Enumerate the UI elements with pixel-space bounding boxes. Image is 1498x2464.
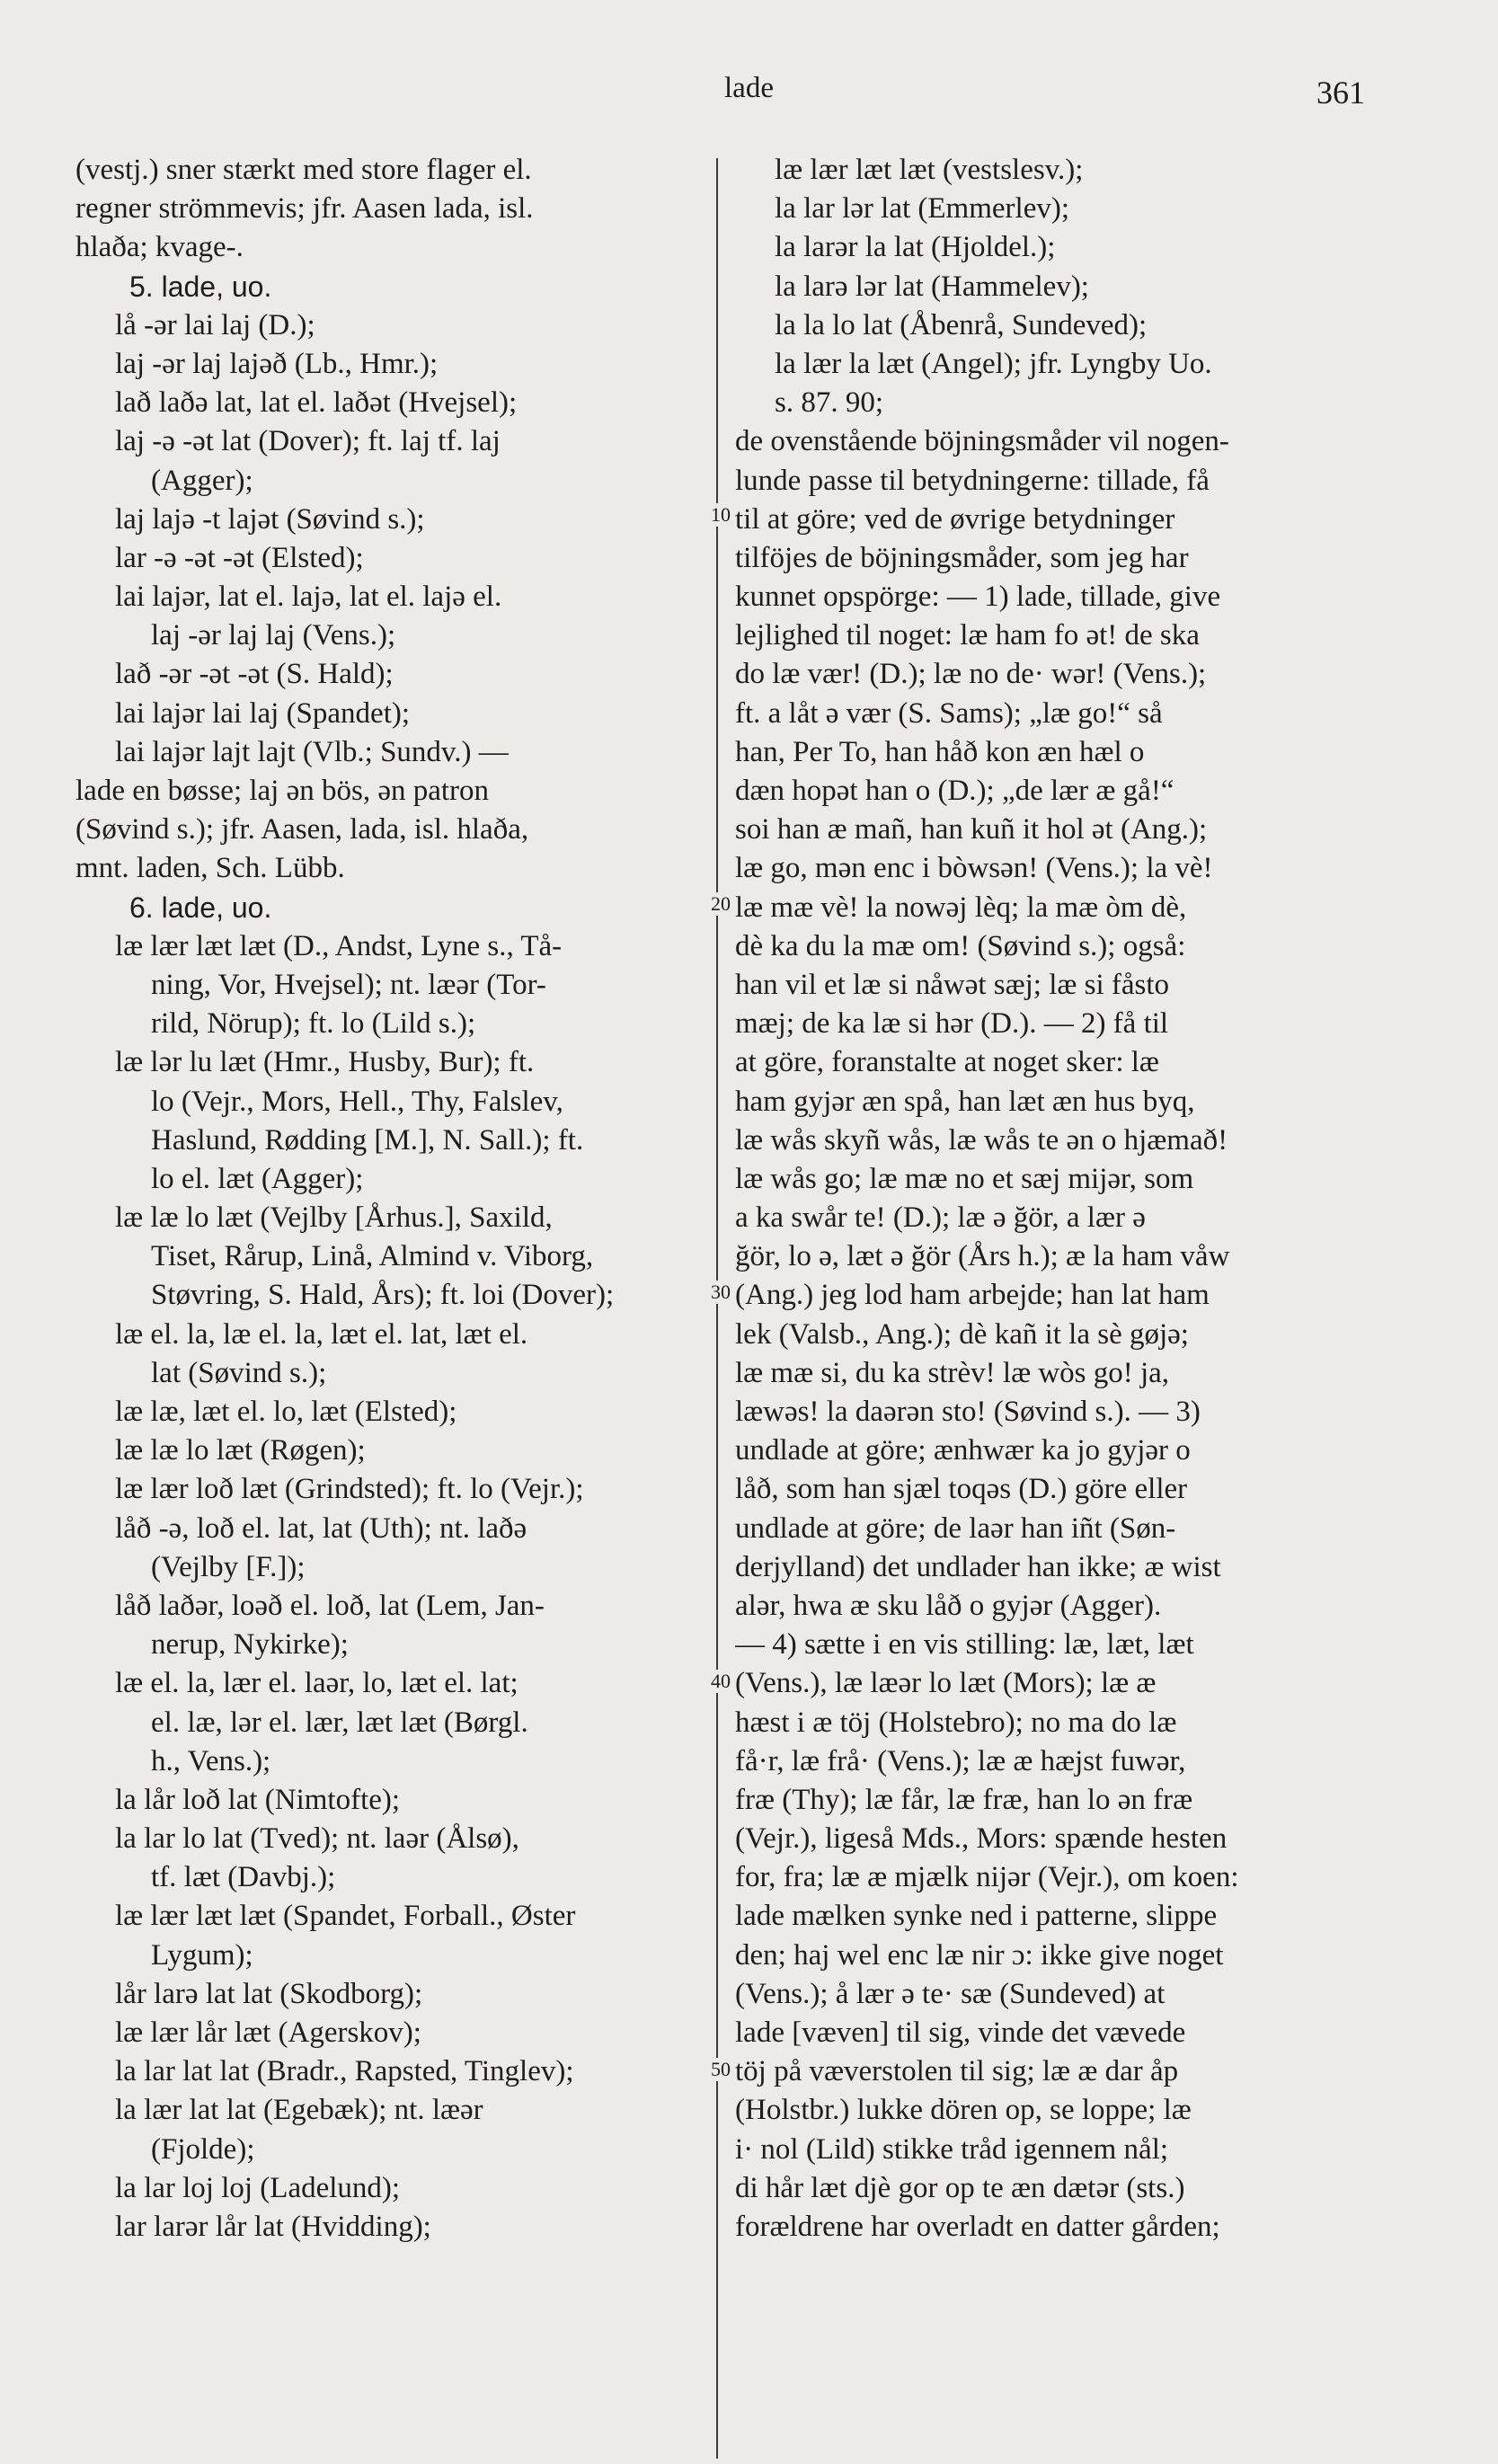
left-column-line: lað laðə lat, lat el. laðət (Hvejsel); [115,386,518,420]
left-column-line: lar -ə -ət -ət (Elsted); [115,541,364,574]
left-column-line: (Agger); [151,464,253,497]
left-column-line: lar larər lår lat (Hvidding); [115,2210,431,2243]
right-column-line: töj på væverstolen til sig; læ æ dar åp [735,2055,1179,2088]
left-column-line: mnt. laden, Sch. Lübb. [75,852,345,885]
right-column-line: alər, hwa æ sku låð o gyjər (Agger). [735,1589,1162,1622]
left-column-line: lat (Søvind s.); [151,1356,327,1389]
left-column-line: (Fjolde); [151,2132,255,2166]
right-column-line: læ wås go; læ mæ no et sæj mijər, som [735,1162,1194,1195]
right-column-line: ft. a låt ə vær (S. Sams); „læ go!“ så [735,696,1163,730]
left-column-line: lai lajər lajt lajt (Vlb.; Sundv.) — [115,735,509,768]
left-column-line: rild, Nörup); ft. lo (Lild s.); [151,1007,476,1041]
left-column-line: laj -ər laj lajəð (Lb., Hmr.); [115,347,439,380]
left-column-line: 5. lade, uo. [129,270,272,303]
right-column-line: låð, som han sjæl toqəs (D.) göre eller [735,1473,1188,1506]
right-column-line: han, Per To, han håð kon æn hæl o [735,735,1145,768]
right-column-line: læ go, mən enc i bòwsən! (Vens.); la vè! [735,852,1213,885]
left-column-line: lai lajər, lat el. lajə, lat el. lajə el. [115,581,502,614]
right-column-line: derjylland) det undlader han ikke; æ wist [735,1550,1221,1583]
right-column-line: til at göre; ved de øvrige betydninger [735,502,1175,536]
right-column-line: fræ (Thy); læ får, læ fræ, han lo ən fræ [735,1783,1193,1816]
right-column-line: la la lo lat (Åbenrå, Sundeved); [775,308,1148,341]
right-column-line: lejlighed til noget: læ ham fo ət! de ska [735,619,1200,652]
right-column-line: den; haj wel enc læ nir ɔ: ikke give noget [735,1938,1224,1972]
left-column-line: ning, Vor, Hvejsel); nt. læər (Tor- [151,968,546,1001]
right-column-line: hæst i æ töj (Holstebro); no ma do læ [735,1706,1177,1739]
left-column-line: låð laðər, loəð el. loð, lat (Lem, Jan- [115,1589,545,1622]
line-number: 40 [705,1670,737,1693]
right-column-line: for, fra; læ æ mjælk nijər (Vejr.), om koen: [735,1861,1239,1894]
left-column-line: læ el. la, lær el. laər, lo, læt el. lat; [115,1667,519,1700]
right-column-line: (Vens.), læ læər lo læt (Mors); læ æ [735,1667,1157,1700]
left-column-line: el. læ, lər el. lær, læt læt (Børgl. [151,1706,528,1739]
right-column-line: do læ vær! (D.); læ no de· wər! (Vens.); [735,658,1207,691]
right-column-line: (Holstbr.) lukke dören op, se loppe; læ [735,2094,1192,2127]
right-column-line: i· nol (Lild) stikke tråd igennem nål; [735,2132,1169,2166]
left-column-line: h., Vens.); [151,1744,271,1777]
left-column-line: lå -ər lai laj (D.); [115,308,315,341]
left-column-line: nerup, Nykirke); [151,1628,349,1662]
left-column-line: hlaða; kvage-. [75,231,244,264]
left-column-line: læ lær læt læt (D., Andst, Lyne s., Tå- [115,929,563,962]
left-column-line: 6. lade, uo. [129,891,272,924]
left-column-line: låð -ə, loð el. lat, lat (Uth); nt. laðə [115,1511,527,1545]
right-column-line: s. 87. 90; [775,386,884,420]
left-column-line: læ lər lu læt (Hmr., Husby, Bur); ft. [115,1046,535,1079]
left-column-line: laj -ə -ət lat (Dover); ft. laj tf. laj [115,425,501,458]
left-column-line: Tiset, Rårup, Linå, Almind v. Viborg, [151,1240,594,1273]
right-column-line: — 4) sætte i en vis stilling: læ, læt, læt [735,1628,1194,1662]
right-column-line: læ wås skyñ wås, læ wås te ən o hjæmað! [735,1123,1228,1157]
line-number: 50 [705,2058,737,2081]
left-column-line: lo el. læt (Agger); [151,1162,364,1195]
left-column-line: læ lær loð læt (Grindsted); ft. lo (Vejr.); [115,1473,584,1506]
right-column-line: læwəs! la daərən sto! (Søvind s.). — 3) [735,1396,1201,1428]
left-column-line: lo (Vejr., Mors, Hell., Thy, Falslev, [151,1085,563,1118]
right-column-line: de ovenstående böjningsmåder vil nogen- [735,425,1229,458]
right-column-line: lunde passe til betydningerne: tillade, få [735,464,1210,497]
left-column-line: (Søvind s.); jfr. Aasen, lada, isl. hlaða, [75,813,529,846]
right-column-line: la lær la læt (Angel); jfr. Lyngby Uo. [775,347,1212,380]
left-column-line: læ læ, læt el. lo, læt (Elsted); [115,1396,457,1428]
right-column-line: lade [væven] til sig, vinde det vævede [735,2016,1186,2049]
right-column-line: di hår læt djè gor op te æn dætər (sts.) [735,2171,1185,2204]
left-column-line: la lær lat lat (Egebæk); nt. læər [115,2094,483,2127]
right-column-line: mæj; de ka læ si hər (D.). — 2) få til [735,1007,1169,1041]
right-column-line: undlade at göre; ænhwær ka jo gyjər o [735,1434,1191,1467]
left-column-line: læ læ lo læt (Røgen); [115,1434,366,1467]
left-column-line: lade en bøsse; laj ən bös, ən patron [75,775,490,807]
right-column-line: la larər la lat (Hjoldel.); [775,231,1056,264]
right-column-line: soi han æ mañ, han kuñ it hol ət (Ang.); [735,813,1208,846]
right-column-line: læ lær læt læt (vestslesv.); [775,154,1084,186]
left-column-line: lår larə lat lat (Skodborg); [115,1977,423,2010]
right-column-line: forældrene har overladt en datter gården; [735,2210,1220,2243]
left-column [75,151,701,2247]
page-number: 361 [1316,75,1365,111]
left-column-line: Haslund, Rødding [M.], N. Sall.); ft. [151,1123,584,1157]
left-column-line: tf. læt (Davbj.); [151,1861,336,1894]
right-column [735,151,1369,2247]
right-column-line: ham gyjər æn spå, han læt æn hus byq, [735,1085,1195,1118]
right-column-line: tilföjes de böjningsmåder, som jeg har [735,541,1189,574]
right-column-line: la larə lər lat (Hammelev); [775,270,1089,303]
right-column-line: at göre, foranstalte at noget sker: læ [735,1046,1159,1079]
left-column-line: la lar lo lat (Tved); nt. laər (Ålsø), [115,1822,519,1856]
left-column-line: Støvring, S. Hald, Års); ft. loi (Dover); [151,1279,615,1312]
left-column-line: la lår loð lat (Nimtofte); [115,1783,401,1816]
left-column-line: la lar lat lat (Bradr., Rapsted, Tinglev); [115,2055,574,2088]
line-number: 10 [705,503,737,527]
right-column-line: ğör, lo ə, læt ə ğör (Års h.); æ la ham våw [735,1240,1230,1273]
left-column-line: læ lær lår læt (Agerskov); [115,2016,421,2049]
right-column-line: få·r, læ frå· (Vens.); læ æ hæjst fuwər, [735,1744,1186,1777]
left-column-line: Lygum); [151,1938,253,1972]
right-column-line: han vil et læ si nåwət sæj; læ si fåsto [735,968,1170,1001]
right-column-line: (Ang.) jeg lod ham arbejde; han lat ham [735,1279,1210,1312]
right-column-line: kunnet opspörge: — 1) lade, tillade, give [735,581,1221,614]
right-column-line: lade mælken synke ned i patterne, slippe [735,1900,1218,1933]
left-column-line: (Vejlby [F.]); [151,1550,306,1583]
right-column-line: dæn hopət han o (D.); „de lær æ gå!“ [735,775,1174,807]
right-column-line: (Vens.); å lær ə te· sæ (Sundeved) at [735,1977,1166,2010]
left-column-line: lað -ər -ət -ət (S. Hald); [115,658,394,691]
line-number: 20 [705,892,737,916]
right-column-line: a ka swår te! (D.); læ ə ğör, a lær ə [735,1201,1146,1235]
left-column-line: regner strömmevis; jfr. Aasen lada, isl. [75,192,534,226]
left-column-line: laj -ər laj laj (Vens.); [151,619,396,652]
left-column-line: læ lær læt læt (Spandet, Forball., Øster [115,1900,576,1933]
right-column-line: læ mæ si, du ka strèv! læ wòs go! ja, [735,1356,1170,1389]
right-column-line: læ mæ vè! la nowəj lèq; la mæ òm dè, [735,891,1187,924]
right-column-line: undlade at göre; de laər han iñt (Søn- [735,1511,1176,1545]
right-column-line: lek (Valsb., Ang.); dè kañ it la sè gøjə; [735,1317,1189,1351]
line-number: 30 [705,1281,737,1304]
left-column-line: læ læ lo læt (Vejlby [Århus.], Saxild, [115,1201,553,1235]
left-column-line: (vestj.) sner stærkt med store flager el. [75,154,532,186]
right-column-line: la lar lər lat (Emmerlev); [775,192,1070,226]
left-column-line: læ el. la, læ el. la, læt el. lat, læt el. [115,1317,528,1351]
left-column-line: la lar loj loj (Ladelund); [115,2171,401,2204]
right-column-line: dè ka du la mæ om! (Søvind s.); også: [735,929,1186,962]
left-column-line: laj lajə -t lajət (Søvind s.); [115,502,425,536]
left-column-line: lai lajər lai laj (Spandet); [115,696,411,730]
running-headword: lade [724,72,774,104]
right-column-line: (Vejr.), ligeså Mds., Mors: spænde hesten [735,1822,1228,1856]
